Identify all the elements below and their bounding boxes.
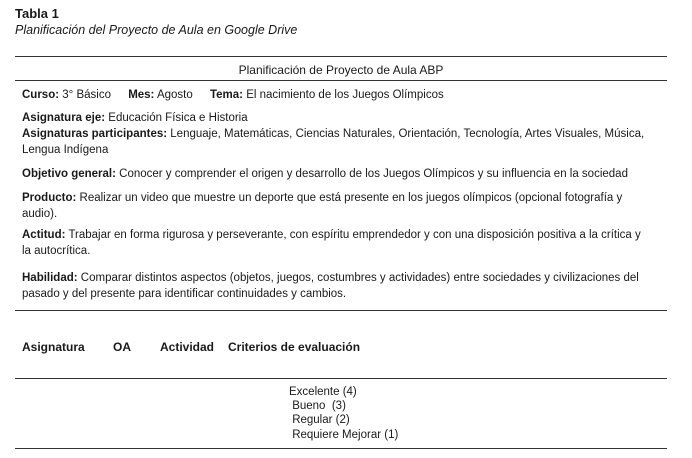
- actitud-label: Actitud:: [22, 229, 66, 241]
- asignatura-eje-row: [22, 110, 652, 126]
- producto-row: [22, 190, 652, 222]
- header-divider: [15, 80, 667, 81]
- habilidad-value: Comparar distintos aspectos (objetos, juegos, costumbres y actividades) entre sociedades y civilizaciones del pasado y del presente para identificar continuidades y cambios.: [22, 272, 639, 300]
- objetivo-general-value: Conocer y comprender el origen y desarrollo de los Juegos Olímpicos y su influencia en la sociedad: [119, 168, 628, 180]
- asignaturas-participantes-label: Asignaturas participantes:: [22, 128, 168, 140]
- tema-label: Tema:: [209, 89, 243, 101]
- asignatura-eje-label: Asignatura eje:: [22, 112, 106, 124]
- habilidad-label: Habilidad:: [22, 272, 78, 284]
- asignaturas-participantes-row: [22, 126, 652, 158]
- actitud-row: [22, 227, 652, 259]
- section-divider: [15, 310, 667, 311]
- curso-label: Curso:: [22, 89, 60, 101]
- rating-excelente: Excelente (4): [289, 386, 357, 398]
- rating-scale: [289, 385, 398, 442]
- asignaturas-participantes-value: Lenguaje, Matemáticas, Ciencias Naturales, Orientación, Tecnología, Artes Visuales, Música, Lengua Indígena: [22, 128, 645, 156]
- tema-value: El nacimiento de los Juegos Olímpicos: [246, 89, 444, 101]
- mes-label: Mes:: [128, 89, 155, 101]
- actitud-value: Trabajar en forma rigurosa y perseverante, con espíritu emprendedor y con una disposición positiva a la crítica y la autocrítica.: [22, 229, 641, 257]
- rating-requiere-mejorar: Requiere Mejorar (1): [289, 428, 399, 441]
- table-number: Tabla 1: [15, 6, 59, 21]
- column-header-actividad: Actividad: [160, 340, 215, 354]
- table-header: Planificación de Proyecto de Aula ABP: [238, 63, 444, 77]
- curso-value: 3° Básico: [62, 89, 111, 101]
- asignatura-eje-value: Educación Física e Historia: [108, 112, 248, 124]
- column-header-asignatura: Asignatura: [22, 340, 85, 354]
- table-title: Planificación del Proyecto de Aula en Google Drive: [15, 23, 298, 37]
- table-top-border: [15, 56, 667, 57]
- column-header-oa: OA: [113, 340, 131, 354]
- rating-regular: Regular (2): [289, 414, 350, 427]
- objetivo-general-label: Objetivo general:: [22, 168, 116, 180]
- table-bottom-border: [15, 448, 667, 449]
- meta-row: [22, 87, 652, 103]
- mes-value: Agosto: [156, 89, 193, 101]
- producto-label: Producto:: [22, 192, 77, 204]
- producto-value: Realizar un video que muestre un deporte que está presente en los juegos olímpicos (opcional fotografía y audio).: [22, 192, 623, 220]
- rating-bueno: Bueno (3): [289, 400, 346, 413]
- objetivo-general-row: [22, 166, 652, 182]
- columns-divider: [15, 378, 667, 379]
- habilidad-row: [22, 270, 652, 302]
- column-header-criterios: Criterios de evaluación: [228, 340, 361, 354]
